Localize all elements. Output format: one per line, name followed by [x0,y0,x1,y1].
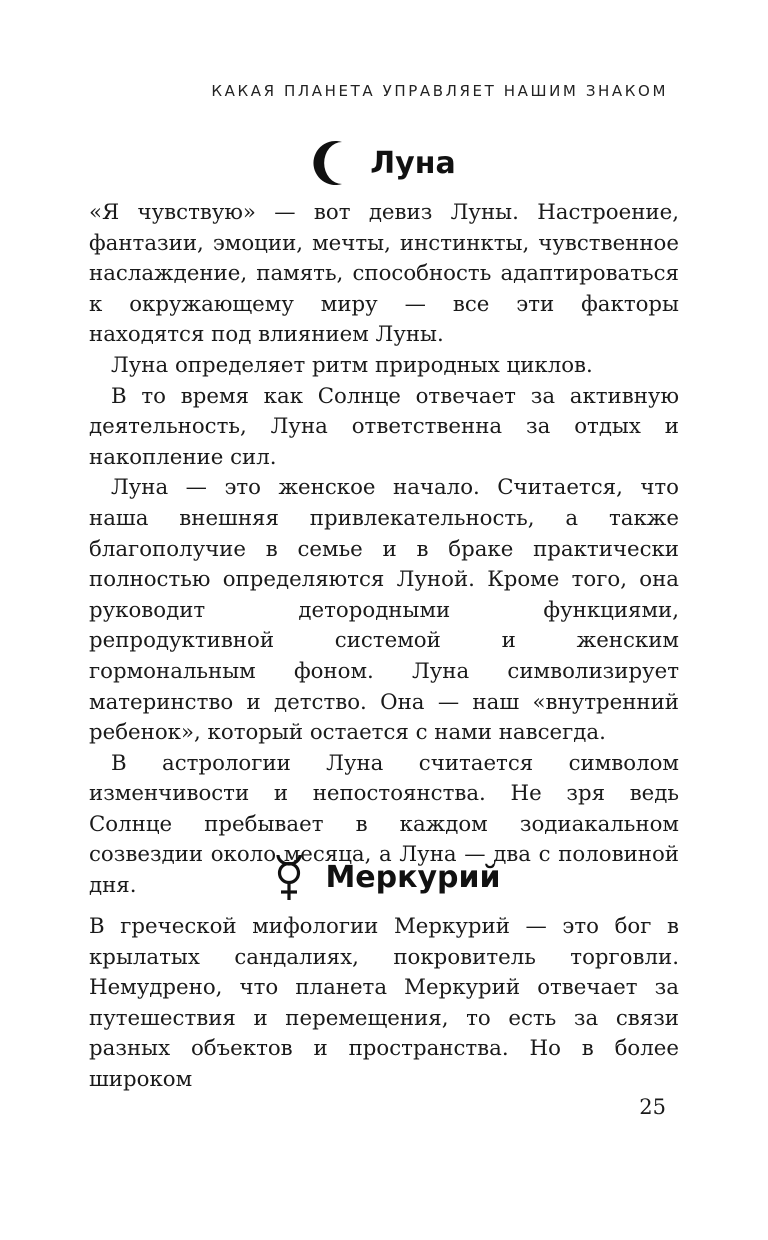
paragraph: В греческой мифологии Меркурий — это бог в крылатых сандалиях, покровитель торговли. Немудрено, что планета Меркурий отвечает за путешествия и перемещения, то есть за связи разных объектов и пространства. Но в более широком [89,914,679,1092]
section-title-luna: Луна [370,145,456,181]
section-heading-mercury [0,852,768,902]
paragraph: Луна — это женское начало. Считается, что наша внешняя привлекательность, а также благополучие в семье и в браке практически полностью определяются Луной. Кроме того, она руководит детородными функциями, репродуктивной системой и женским гормональным фоном. Луна символизирует материнство и детство. Она — наш «внутренний ребенок», который остается с нами навсегда. [89,475,679,746]
crescent-moon-icon [312,138,356,188]
section-title-mercury: Меркурий [325,859,501,895]
running-head: КАКАЯ ПЛАНЕТА УПРАВЛЯЕТ НАШИМ ЗНАКОМ [211,82,668,100]
page-number: 25 [639,1095,666,1119]
section-heading-luna [0,138,768,188]
paragraph: В астрологии Луна считается символом изменчивости и непостоянства. Не зря ведь Солнце пребывает в каждом зодиакальном созвездии около месяца, а Луна — два с половиной дня. [89,750,679,899]
luna-text-block [89,198,679,902]
mercury-text-block [89,912,679,1096]
paragraph: Луна определяет ритм природных циклов. [111,352,593,378]
paragraph: «Я чувствую» — вот девиз Луны. Настроение, фантазии, эмоции, мечты, инстинкты, чувственное наслаждение, память, способность адаптироваться к окружающему миру — все эти факторы находятся под влиянием Луны. [89,200,679,348]
paragraph: В то время как Солнце отвечает за активную деятельность, Луна ответственна за отдых и накопление сил. [89,383,679,470]
mercury-symbol-icon [267,852,311,902]
